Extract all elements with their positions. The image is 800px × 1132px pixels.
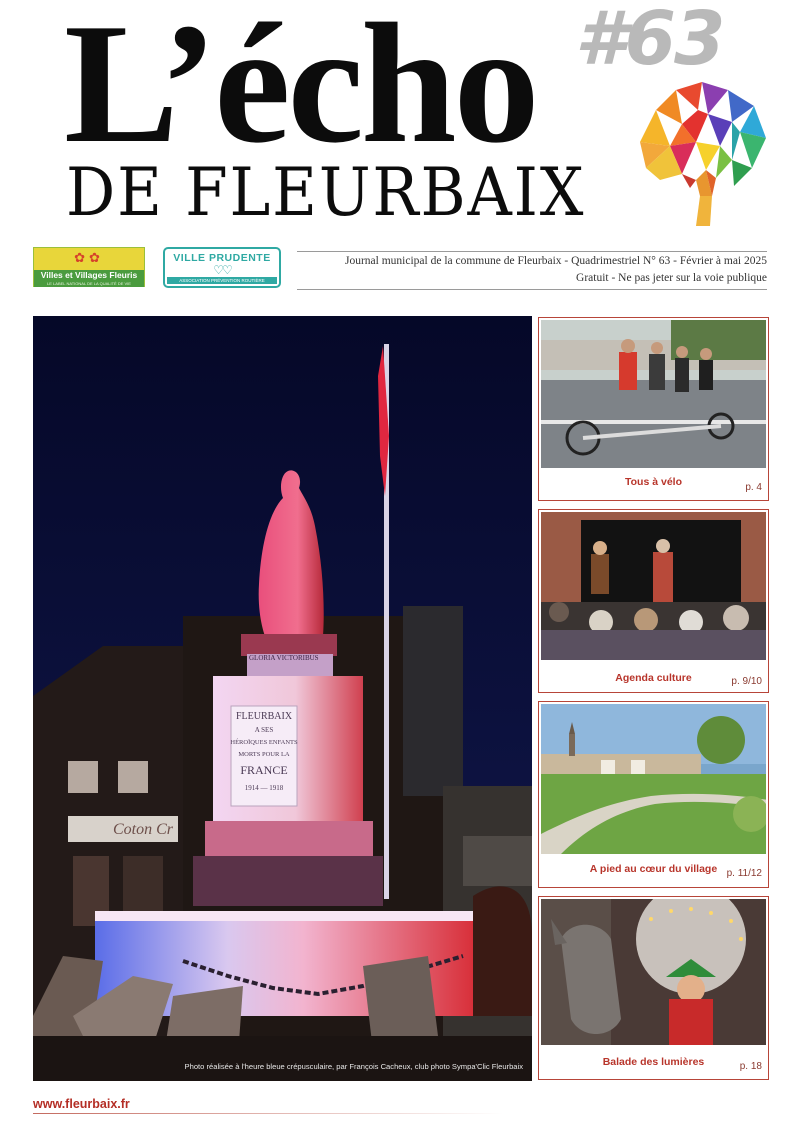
plaque-line: FLEURBAIX bbox=[235, 711, 293, 722]
feature-card-a-pied[interactable] bbox=[538, 701, 769, 888]
feature-page: p. 18 bbox=[739, 1061, 762, 1072]
ville-prudente-badge bbox=[163, 247, 281, 288]
badge-prudente-label: VILLE PRUDENTE bbox=[173, 252, 271, 264]
feature-card-balade-lumieres[interactable] bbox=[538, 896, 769, 1080]
feature-label: Tous à vélo bbox=[625, 476, 682, 488]
cover-photo bbox=[33, 316, 532, 1081]
monument-top-inscription: GLORIA VICTORIBUS bbox=[249, 654, 319, 662]
balade-lumieres-photo bbox=[541, 899, 766, 1045]
publication-info bbox=[297, 251, 767, 290]
photo-caption: Photo réalisée à l'heure bleue crépusculaire, par François Cacheux, club photo Sympa'Clic Fleurbaix bbox=[184, 1062, 523, 1071]
hearts-icon: ♡♡ bbox=[213, 263, 231, 277]
feature-card-velo[interactable] bbox=[538, 317, 769, 501]
plaque-line: MORTS POUR LA bbox=[238, 751, 290, 758]
village-walk-photo bbox=[541, 704, 766, 854]
feature-page: p. 9/10 bbox=[731, 676, 762, 687]
badge-villes-label: Villes et Villages Fleuris bbox=[34, 270, 144, 287]
shop-sign: Coton Cr bbox=[113, 821, 174, 838]
feature-page: p. 11/12 bbox=[726, 868, 762, 879]
plaque-line: FRANCE bbox=[240, 763, 288, 777]
feature-label: Balade des lumières bbox=[602, 1056, 705, 1068]
feature-card-agenda-culture[interactable] bbox=[538, 509, 769, 693]
war-memorial-illustration bbox=[33, 316, 532, 1081]
issue-number: #63 bbox=[575, 0, 724, 82]
flower-icon: ✿✿ bbox=[74, 250, 104, 265]
villes-villages-fleuris-badge bbox=[33, 247, 145, 287]
tree-logo-foliage bbox=[640, 82, 766, 186]
agenda-culture-photo bbox=[541, 512, 766, 660]
footer-divider bbox=[33, 1113, 503, 1114]
plaque-line: HÉROÏQUES ENFANTS bbox=[230, 739, 298, 746]
feature-page: p. 4 bbox=[745, 482, 762, 493]
velo-photo bbox=[541, 320, 766, 468]
plaque-line: 1914 — 1918 bbox=[244, 784, 284, 792]
distribution-note: Gratuit - Ne pas jeter sur la voie publique bbox=[576, 272, 767, 284]
feature-label: A pied au cœur du village bbox=[589, 863, 718, 875]
publication-info-line: Journal municipal de la commune de Fleurbaix - Quadrimestriel N° 63 - Février à mai 2025 bbox=[345, 255, 767, 267]
plaque-line: A SES bbox=[254, 726, 274, 734]
masthead-subtitle: DE FLEURBAIX bbox=[66, 154, 586, 231]
tree-logo bbox=[636, 76, 772, 228]
feature-label: Agenda culture bbox=[615, 672, 692, 684]
badge-villes-subtitle: LE LABEL NATIONAL DE LA QUALITÉ DE VIE bbox=[47, 281, 131, 286]
website-link[interactable]: www.fleurbaix.fr bbox=[33, 1097, 130, 1111]
badge-prudente-subtitle: ASSOCIATION PRÉVENTION ROUTIÈRE bbox=[167, 277, 277, 284]
tree-logo-trunk bbox=[682, 170, 716, 226]
masthead-title: L’écho bbox=[64, 0, 537, 179]
